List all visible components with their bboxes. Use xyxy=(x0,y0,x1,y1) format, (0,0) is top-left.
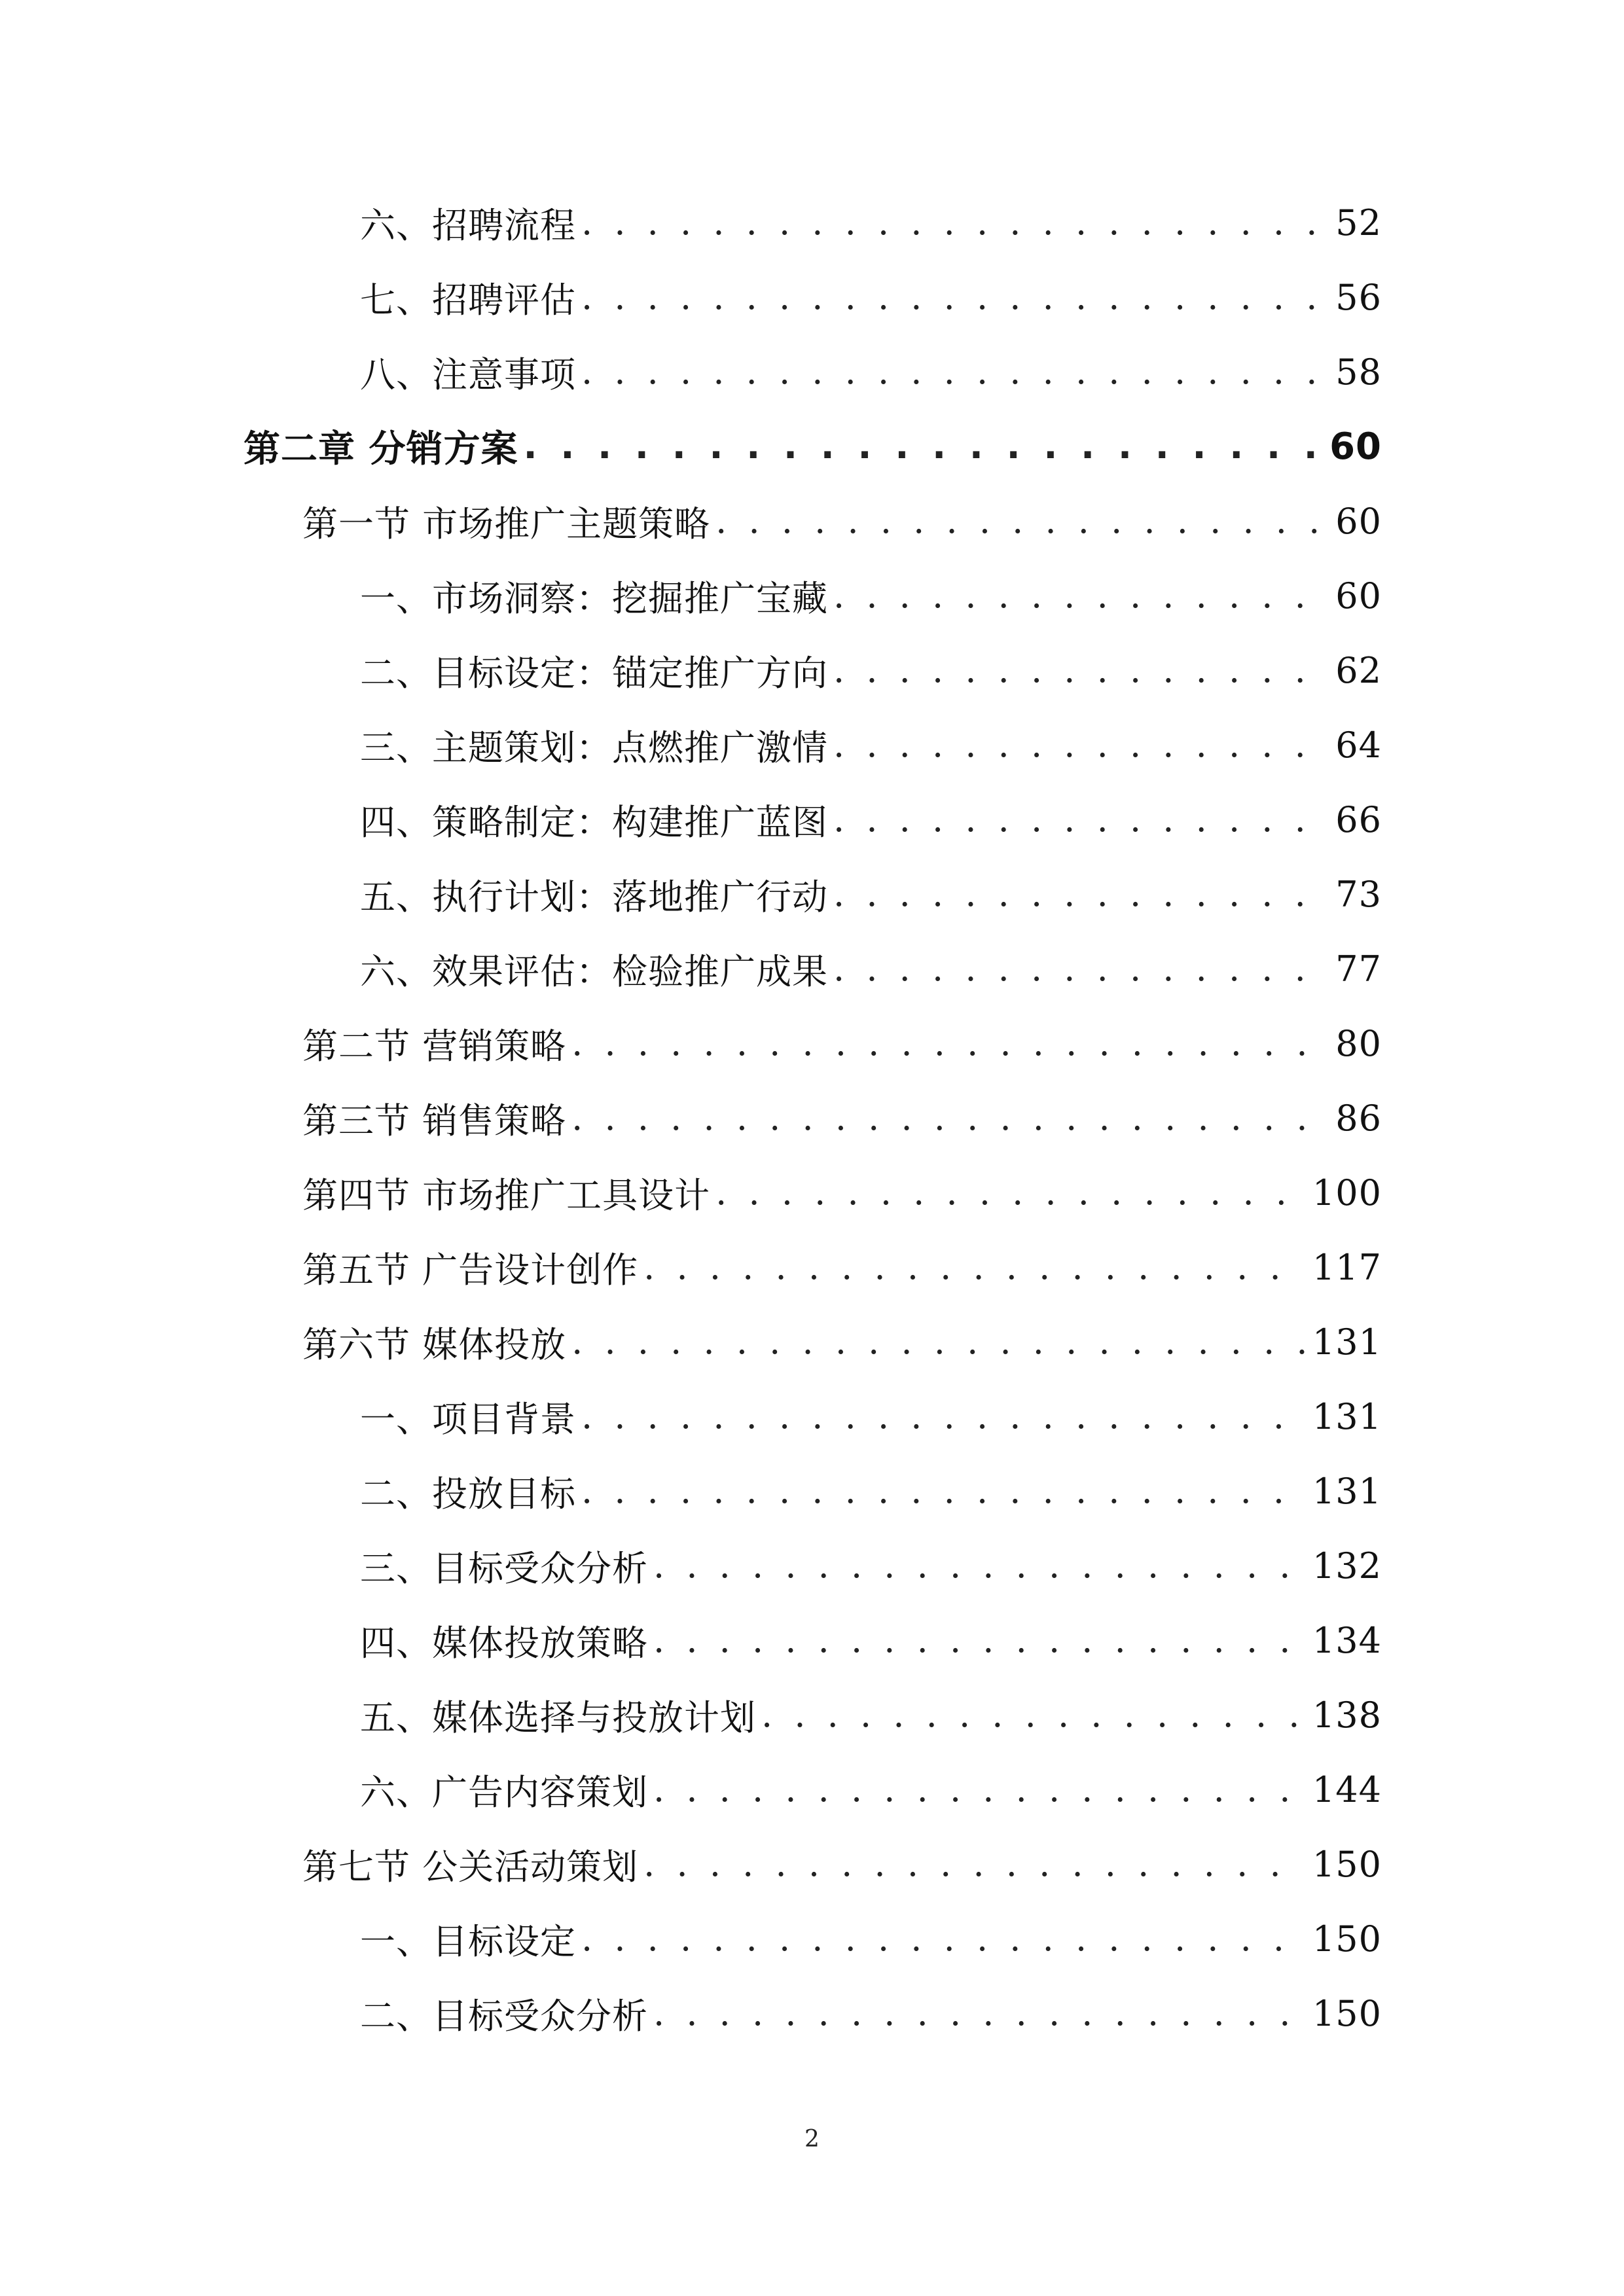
page-number: 2 xyxy=(804,2126,820,2153)
dot-leader xyxy=(653,1614,1305,1666)
dot-leader xyxy=(581,1912,1305,1965)
toc-entry[interactable] xyxy=(360,196,1382,249)
dot-leader xyxy=(643,1241,1305,1293)
toc-entry-page: 134 xyxy=(1312,1619,1382,1661)
toc-entry-label: 一、市场洞察：挖掘推广宝藏 xyxy=(360,577,828,619)
toc-section-entry[interactable] xyxy=(302,495,1382,547)
toc-chapter-entry[interactable] xyxy=(244,420,1382,473)
toc-entry[interactable] xyxy=(360,1539,1382,1592)
toc-entry-label: 第六节 媒体投放 xyxy=(302,1323,567,1365)
toc-entry-label: 六、效果评估：检验推广成果 xyxy=(360,950,828,992)
toc-entry-page: 150 xyxy=(1312,1843,1382,1885)
toc-entry-label: 八、注意事项 xyxy=(360,353,576,395)
toc-entry-label: 三、主题策划：点燃推广激情 xyxy=(360,726,828,768)
toc-entry-page: 100 xyxy=(1312,1172,1382,1213)
dot-leader xyxy=(581,1390,1305,1443)
toc-entry[interactable] xyxy=(360,569,1382,622)
toc-entry-label: 二、目标受众分析 xyxy=(360,1995,648,2037)
toc-entry[interactable] xyxy=(360,644,1382,696)
toc-entry-label: 六、广告内容策划 xyxy=(360,1771,648,1813)
toc-entry-page: 131 xyxy=(1312,1470,1382,1512)
toc-entry[interactable] xyxy=(360,1390,1382,1443)
toc-entry-label: 六、招聘流程 xyxy=(360,204,576,246)
dot-leader xyxy=(571,1092,1327,1144)
toc-entry-label: 第七节 公关活动策划 xyxy=(302,1846,639,1888)
dot-leader xyxy=(833,644,1327,696)
toc-entry[interactable] xyxy=(360,1912,1382,1965)
dot-leader xyxy=(761,1689,1305,1741)
toc-entry-page: 132 xyxy=(1312,1545,1382,1587)
toc-entry-label: 四、媒体投放策略 xyxy=(360,1622,648,1664)
toc-entry-page: 64 xyxy=(1335,724,1382,766)
dot-leader xyxy=(833,719,1327,771)
toc-entry-page: 131 xyxy=(1312,1321,1382,1363)
dot-leader xyxy=(571,1316,1305,1368)
toc-entry-label: 一、项目背景 xyxy=(360,1398,576,1440)
dot-leader xyxy=(715,1166,1305,1219)
toc-entry[interactable] xyxy=(360,793,1382,846)
toc-entry-page: 60 xyxy=(1329,425,1382,468)
toc-entry-label: 第二章 分销方案 xyxy=(244,428,518,471)
toc-entry-label: 第四节 市场推广工具设计 xyxy=(302,1174,711,1216)
toc-entry[interactable] xyxy=(360,1465,1382,1517)
toc-entry[interactable] xyxy=(360,942,1382,995)
toc-entry-page: 56 xyxy=(1335,276,1382,318)
toc-entry-label: 五、执行计划：落地推广行动 xyxy=(360,876,828,918)
toc-entry-label: 二、目标设定：锚定推广方向 xyxy=(360,652,828,694)
toc-entry-page: 73 xyxy=(1335,873,1382,915)
toc-section-entry[interactable] xyxy=(302,1092,1382,1144)
toc-entry-label: 第二节 营销策略 xyxy=(302,1025,567,1067)
toc-entry[interactable] xyxy=(360,719,1382,771)
toc-entry-label: 三、目标受众分析 xyxy=(360,1547,648,1589)
dot-leader xyxy=(524,420,1322,473)
toc-entry-label: 第一节 市场推广主题策略 xyxy=(302,503,711,545)
toc-section-entry[interactable] xyxy=(302,1017,1382,1069)
toc-entry[interactable] xyxy=(360,868,1382,920)
dot-leader xyxy=(833,868,1327,920)
toc-entry-page: 66 xyxy=(1335,798,1382,840)
toc-section-entry[interactable] xyxy=(302,1838,1382,1890)
dot-leader xyxy=(833,569,1327,622)
toc-entry-page: 52 xyxy=(1335,202,1382,243)
dot-leader xyxy=(643,1838,1305,1890)
toc-entry[interactable] xyxy=(360,271,1382,323)
toc-entry-label: 四、策略制定：构建推广蓝图 xyxy=(360,801,828,843)
dot-leader xyxy=(833,793,1327,846)
toc-section-entry[interactable] xyxy=(302,1241,1382,1293)
toc-entry-label: 一、目标设定 xyxy=(360,1920,576,1962)
toc-section-entry[interactable] xyxy=(302,1166,1382,1219)
toc-entry[interactable] xyxy=(360,1987,1382,2039)
toc-entry-label: 五、媒体选择与投放计划 xyxy=(360,1696,756,1738)
toc-entry[interactable] xyxy=(360,346,1382,398)
dot-leader xyxy=(833,942,1327,995)
dot-leader xyxy=(581,271,1327,323)
dot-leader xyxy=(581,1465,1305,1517)
dot-leader xyxy=(715,495,1327,547)
toc-entry-label: 二、投放目标 xyxy=(360,1473,576,1515)
dot-leader xyxy=(581,346,1327,398)
dot-leader xyxy=(571,1017,1327,1069)
dot-leader xyxy=(653,1539,1305,1592)
toc-entry-page: 150 xyxy=(1312,1992,1382,2034)
toc-entry[interactable] xyxy=(360,1689,1382,1741)
toc-entry-label: 第三节 销售策略 xyxy=(302,1100,567,1141)
toc-entry-page: 86 xyxy=(1335,1097,1382,1139)
dot-leader xyxy=(581,196,1327,249)
toc-entry-page: 62 xyxy=(1335,649,1382,691)
toc-entry-page: 138 xyxy=(1312,1694,1382,1736)
toc-section-entry[interactable] xyxy=(302,1316,1382,1368)
toc-entry[interactable] xyxy=(360,1763,1382,1816)
toc-entry-page: 80 xyxy=(1335,1022,1382,1064)
toc-entry-page: 144 xyxy=(1312,1768,1382,1810)
dot-leader xyxy=(653,1763,1305,1816)
toc-entry-page: 60 xyxy=(1335,575,1382,617)
dot-leader xyxy=(653,1987,1305,2039)
toc-entry-label: 第五节 广告设计创作 xyxy=(302,1249,639,1291)
toc-entry-page: 117 xyxy=(1312,1246,1382,1288)
toc-entry-page: 150 xyxy=(1312,1918,1382,1960)
toc-entry-page: 60 xyxy=(1335,500,1382,542)
toc-entry-page: 131 xyxy=(1312,1395,1382,1437)
toc-entry[interactable] xyxy=(360,1614,1382,1666)
toc-entry-page: 58 xyxy=(1335,351,1382,393)
toc-entry-page: 77 xyxy=(1335,948,1382,990)
toc-entry-label: 七、招聘评估 xyxy=(360,279,576,321)
